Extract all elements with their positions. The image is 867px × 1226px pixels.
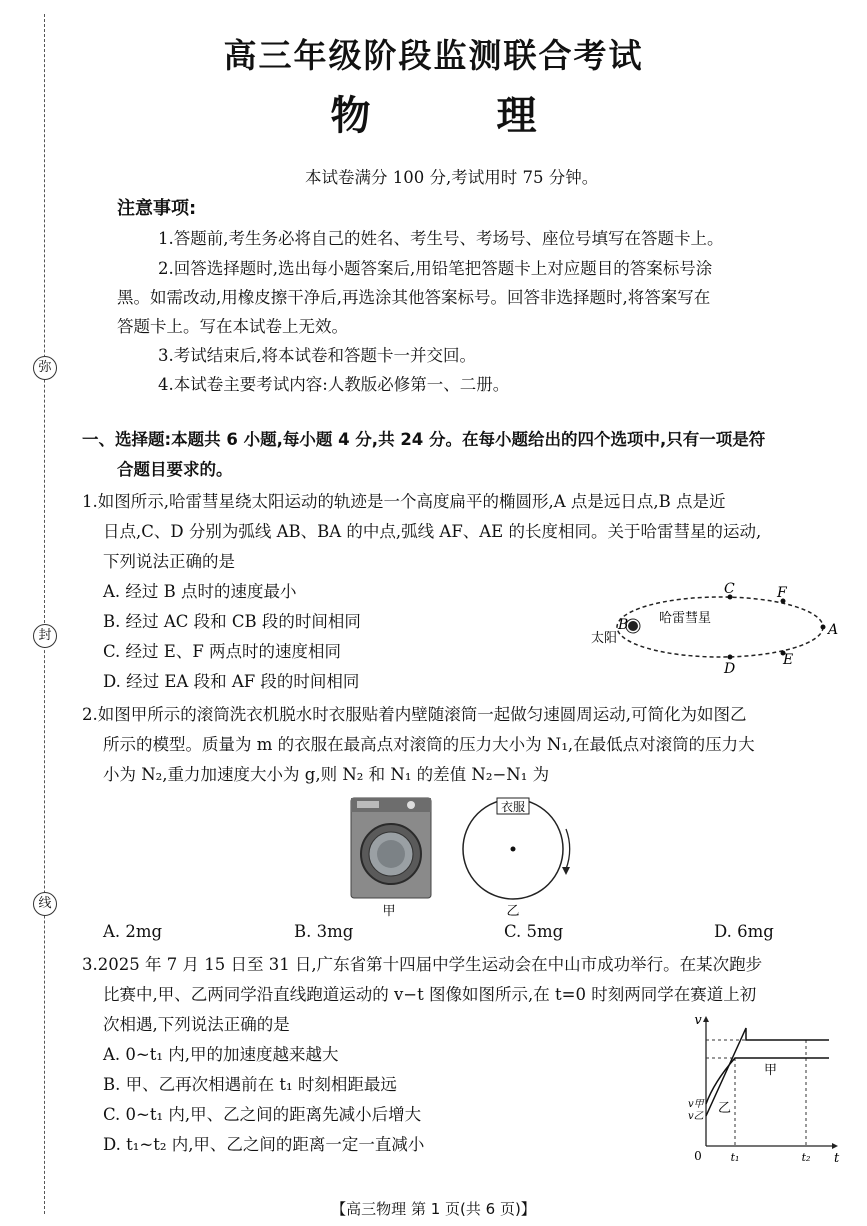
t1-label: t₁ — [730, 1151, 740, 1164]
v-yi-label: v乙 — [688, 1111, 704, 1122]
t-axis-label: t — [834, 1151, 840, 1166]
v-axis-arrow-icon — [703, 1016, 709, 1022]
washing-machine-image — [351, 798, 431, 898]
exam-title: 高三年级阶段监测联合考试 — [223, 36, 644, 75]
q2-option-c: C. 5mg — [504, 922, 564, 941]
q3-vt-graph — [684, 1012, 840, 1168]
origin-label: 0 — [694, 1149, 702, 1163]
section-heading-cont: 合题目要求的。 — [117, 460, 233, 479]
q3-option-d: D. t₁~t₂ 内,甲、乙之间的距离一定一直减小 — [103, 1135, 425, 1154]
notes-line: 答题卡上。写在本试卷上无效。 — [117, 317, 348, 336]
t-axis-arrow-icon — [832, 1143, 838, 1149]
binding-seal-feng: 封 — [33, 624, 57, 648]
q1-option-d: D. 经过 EA 段和 AF 段的时间相同 — [103, 672, 360, 691]
sun-label: 太阳 — [591, 631, 618, 646]
q1-option-a: A. 经过 B 点时的速度最小 — [103, 582, 297, 601]
label-f: F — [777, 585, 787, 601]
q1-stem: 1.如图所示,哈雷彗星绕太阳运动的轨迹是一个高度扁平的椭圆形,A 点是远日点,B 点是近 — [82, 492, 726, 511]
label-a: A — [828, 622, 839, 638]
score-info: 本试卷满分 100 分,考试用时 75 分钟。 — [305, 168, 599, 187]
clothes-label: 衣服 — [500, 800, 526, 814]
q3-stem: 次相遇,下列说法正确的是 — [103, 1015, 290, 1034]
q2-stem: 2.如图甲所示的滚筒洗衣机脱水时衣服贴着内壁随滚筒一起做匀速圆周运动,可简化为如图乙 — [82, 705, 747, 724]
notes-line: 2.回答选择题时,选出每小题答案后,用铅笔把答题卡上对应题目的答案标号涂 — [158, 259, 713, 278]
label-e: E — [783, 652, 794, 668]
label-jia: 甲 — [382, 904, 396, 918]
q1-option-c: C. 经过 E、F 两点时的速度相同 — [103, 642, 342, 661]
notes-line: 3.考试结束后,将本试卷和答题卡一并交回。 — [158, 346, 476, 365]
q1-option-b: B. 经过 AC 段和 CB 段的时间相同 — [103, 612, 361, 631]
label-b: B — [618, 617, 629, 633]
notes-line: 1.答题前,考生务必将自己的姓名、考生号、考场号、座位号填写在答题卡上。 — [158, 229, 724, 248]
q1-orbit-figure — [585, 576, 845, 676]
q2-figure — [345, 794, 585, 918]
notes-line: 黑。如需改动,用橡皮擦干净后,再选涂其他答案标号。回答非选择题时,将答案写在 — [117, 288, 711, 307]
label-c: C — [724, 581, 735, 597]
q3-option-c: C. 0~t₁ 内,甲、乙之间的距离先减小后增大 — [103, 1105, 422, 1124]
binding-seal-mi: 弥 — [33, 356, 57, 380]
q3-stem: 3.2025 年 7 月 15 日至 31 日,广东省第十四届中学生运动会在中山市成功举行。在某次跑步 — [82, 955, 763, 974]
rotation-arrow — [566, 829, 570, 869]
q3-option-b: B. 甲、乙再次相遇前在 t₁ 时刻相距最远 — [103, 1075, 397, 1094]
notes-line: 4.本试卷主要考试内容:人教版必修第一、二册。 — [158, 375, 510, 394]
series-jia-label: 甲 — [764, 1063, 778, 1078]
arrow-head-icon — [562, 867, 570, 875]
sun-icon — [628, 621, 638, 631]
q1-stem: 下列说法正确的是 — [103, 552, 235, 571]
q2-option-d: D. 6mg — [714, 922, 774, 941]
comet-label: 哈雷彗星 — [659, 611, 712, 626]
page-footer: 【高三物理 第 1 页(共 6 页)】 — [331, 1200, 536, 1218]
label-d: D — [724, 661, 736, 676]
t2-label: t₂ — [801, 1151, 811, 1164]
q2-stem: 所示的模型。质量为 m 的衣服在最高点对滚筒的压力大小为 N₁,在最低点对滚筒的压力大 — [103, 735, 755, 754]
q1-stem: 日点,C、D 分别为弧线 AB、BA 的中点,弧线 AF、AE 的长度相同。关于哈雷彗星的运动, — [103, 522, 762, 541]
point-d — [728, 655, 733, 660]
q3-option-a: A. 0~t₁ 内,甲的加速度越来越大 — [103, 1045, 339, 1064]
q2-option-b: B. 3mg — [294, 922, 354, 941]
point-a — [821, 625, 826, 630]
subject-title: 物 理 — [330, 93, 593, 139]
drum-center — [511, 847, 516, 852]
binding-line — [44, 14, 45, 1214]
binding-seal-xian: 线 — [33, 892, 57, 916]
q2-option-a: A. 2mg — [103, 922, 163, 941]
v-axis-label: v — [694, 1013, 702, 1028]
orbit-ellipse — [617, 597, 823, 657]
series-yi-label: 乙 — [718, 1101, 732, 1116]
v-jia-label: v甲 — [688, 1099, 704, 1110]
section-heading: 一、选择题:本题共 6 小题,每小题 4 分,共 24 分。在每小题给出的四个选项中,只有一项是符 — [82, 430, 766, 449]
q3-stem: 比赛中,甲、乙两同学沿直线跑道运动的 v−t 图像如图所示,在 t=0 时刻两同学在赛道上初 — [103, 985, 757, 1004]
q2-stem: 小为 N₂,重力加速度大小为 g,则 N₂ 和 N₁ 的差值 N₂−N₁ 为 — [103, 765, 550, 784]
notes-heading: 注意事项: — [117, 198, 197, 219]
label-yi: 乙 — [506, 904, 520, 918]
